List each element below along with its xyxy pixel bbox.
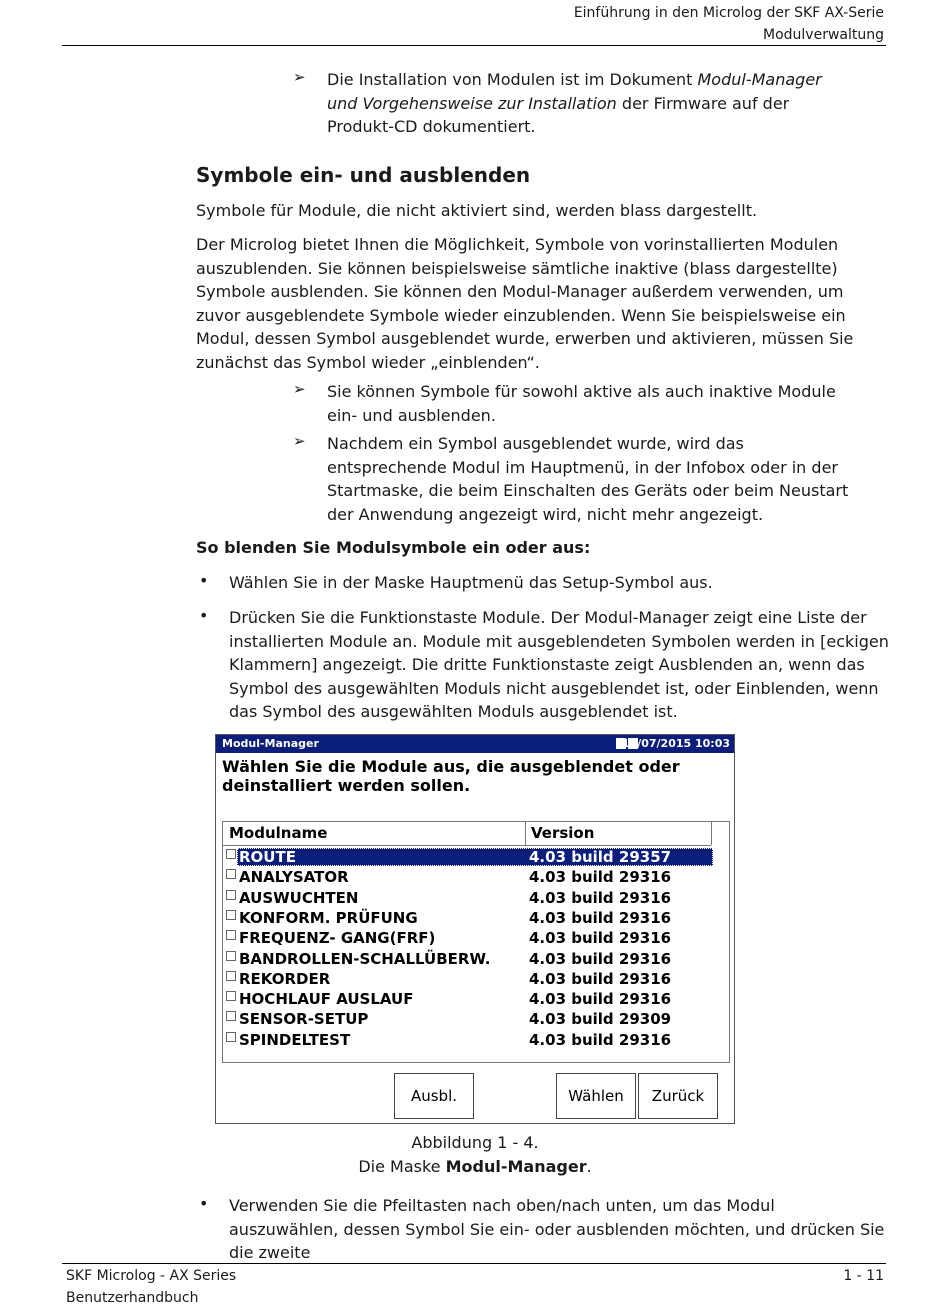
caption-suffix: . [586,1157,592,1176]
footer-rule [62,1263,886,1264]
intro-text-1: Die Installation von Modulen ist im Dokument [327,70,698,89]
module-name: SPINDELTEST [239,1030,351,1049]
module-name: SENSOR-SETUP [239,1010,369,1029]
module-name: ROUTE [239,848,296,866]
module-row[interactable] [223,1030,713,1050]
module-checkbox[interactable] [226,991,236,1001]
header-section: Modulverwaltung [763,27,884,43]
module-checkbox[interactable] [226,971,236,981]
intro-text-2: der Firmware auf der Produkt-CD dokumentiert. [327,93,790,136]
device-prompt: Wählen Sie die Module aus, die ausgeblendet oder deinstalliert werden sollen. [222,757,680,795]
back-button[interactable]: Zurück [638,1073,718,1119]
column-header-name: Modulname [229,824,328,842]
intro-bullet-text [327,68,847,139]
module-row[interactable] [223,908,713,928]
module-version: 4.03 build 29316 [529,969,672,988]
column-divider [525,822,526,845]
module-table [222,821,730,1063]
bullet-dot-icon: • [199,606,209,625]
module-name: KONFORM. PRÜFUNG [239,908,418,927]
device-title: Modul-Manager [222,737,319,750]
module-version: 4.03 build 29316 [529,990,672,1009]
arrow-bullet-2: Nachdem ein Symbol ausgeblendet wurde, wird das entsprechende Modul im Hauptmenü, in der Infobox oder in der Startmaske, die beim Einschalten des Geräts oder beim Neustart der Anwendung angezeigt wird, nicht mehr angezeigt. [327,434,849,524]
page-number: 1 - 11 [843,1268,884,1284]
procedure-heading: So blenden Sie Modulsymbole ein oder aus: [196,538,591,557]
arrow-bullet-icon: ➢ [293,68,306,86]
section-heading: Symbole ein- und ausblenden [196,163,531,187]
caption-prefix: Die Maske [358,1157,446,1176]
module-version: 4.03 build 29357 [529,848,672,866]
footer-product: SKF Microlog - AX Series [66,1268,237,1284]
module-name: ANALYSATOR [239,868,349,887]
select-button[interactable]: Wählen [556,1073,636,1119]
module-checkbox[interactable] [226,1011,236,1021]
column-divider [711,822,712,845]
arrow-bullet-1: Sie können Symbole für sowohl aktive als auch inaktive Module ein- und ausblenden. [327,382,836,425]
figure-number: Abbildung 1 - 4. [411,1133,539,1152]
step-2: Drücken Sie die Funktionstaste Module. Der Modul-Manager zeigt eine Liste der installierten Module an. Module mit ausgeblendeten Symbolen werden in [eckigen Klammern] angezeigt. Die dritte Funktionstaste zeigt Ausblenden an, wenn das Symbol des ausgewählten Moduls nicht ausgeblendet ist, oder Einblenden, wenn das Symbol des ausgewählten Moduls ausgeblendet ist. [229,608,889,721]
paragraph-2: Der Microlog bietet Ihnen die Möglichkeit, Symbole von vorinstallierten Modulen auszublenden. Sie können beispielsweise sämtliche inaktive (blass dargestellte) Symbole ausblenden. Sie können den Modul-Manager außerdem verwenden, um zuvor ausgeblendete Symbole wieder einzublenden. Wenn Sie beispielsweise ein Modul, dessen Symbol ausgeblendet wurde, erwerben und aktivieren, müssen Sie zunächst das Symbol wieder „einblenden“. [196,235,854,372]
module-row[interactable] [223,949,713,969]
caption-screen-name: Modul-Manager [445,1157,587,1176]
hide-button[interactable]: Ausbl. [394,1073,474,1119]
module-row[interactable] [223,1009,713,1029]
module-name: REKORDER [239,969,331,988]
header-rule [62,45,886,46]
modul-manager-screenshot [215,734,735,1124]
header-title: Einführung in den Microlog der SKF AX-Serie [573,5,884,21]
step-1: Wählen Sie in der Maske Hauptmenü das Setup-Symbol aus. [229,573,713,592]
module-row[interactable] [223,969,713,989]
header-divider [223,845,711,846]
bullet-dot-icon: • [199,571,209,590]
module-version: 4.03 build 29316 [529,868,672,887]
module-checkbox[interactable] [226,1032,236,1042]
module-checkbox[interactable] [226,930,236,940]
module-version: 4.03 build 29309 [529,1010,672,1029]
intro-doc-title: Modul-Manager und Vorgehensweise zur Installation [327,70,822,113]
module-version: 4.03 build 29316 [529,1030,672,1049]
module-row[interactable] [223,928,713,948]
figure-caption [0,1155,950,1179]
module-name: AUSWUCHTEN [239,888,359,907]
column-header-version: Version [531,824,595,842]
footer-doc-type: Benutzerhandbuch [66,1290,199,1306]
module-name: BANDROLLEN-SCHALLÜBERW. [239,949,491,968]
module-checkbox[interactable] [226,951,236,961]
module-name: HOCHLAUF AUSLAUF [239,990,414,1009]
module-checkbox[interactable] [226,910,236,920]
step-3: Verwenden Sie die Pfeiltasten nach oben/nach unten, um das Modul auszuwählen, dessen Symbol Sie ein- oder ausblenden möchten, und drücken Sie die zweite [229,1196,885,1262]
module-row[interactable] [223,867,713,887]
module-version: 4.03 build 29316 [529,888,672,907]
arrow-bullet-icon: ➢ [293,432,306,450]
paragraph-1: Symbole für Module, die nicht aktiviert sind, werden blass dargestellt. [196,201,758,220]
module-checkbox[interactable] [226,849,236,859]
module-checkbox[interactable] [226,869,236,879]
device-titlebar [216,735,734,753]
module-version: 4.03 build 29316 [529,908,672,927]
bullet-dot-icon: • [199,1194,209,1213]
module-row[interactable] [223,888,713,908]
module-name: FREQUENZ- GANG(FRF) [239,929,436,948]
module-row[interactable] [223,847,713,867]
device-datetime: 10/07/2015 10:03 [621,737,730,750]
module-version: 4.03 build 29316 [529,949,672,968]
module-checkbox[interactable] [226,890,236,900]
module-version: 4.03 build 29316 [529,929,672,948]
module-row[interactable] [223,989,713,1009]
arrow-bullet-icon: ➢ [293,380,306,398]
